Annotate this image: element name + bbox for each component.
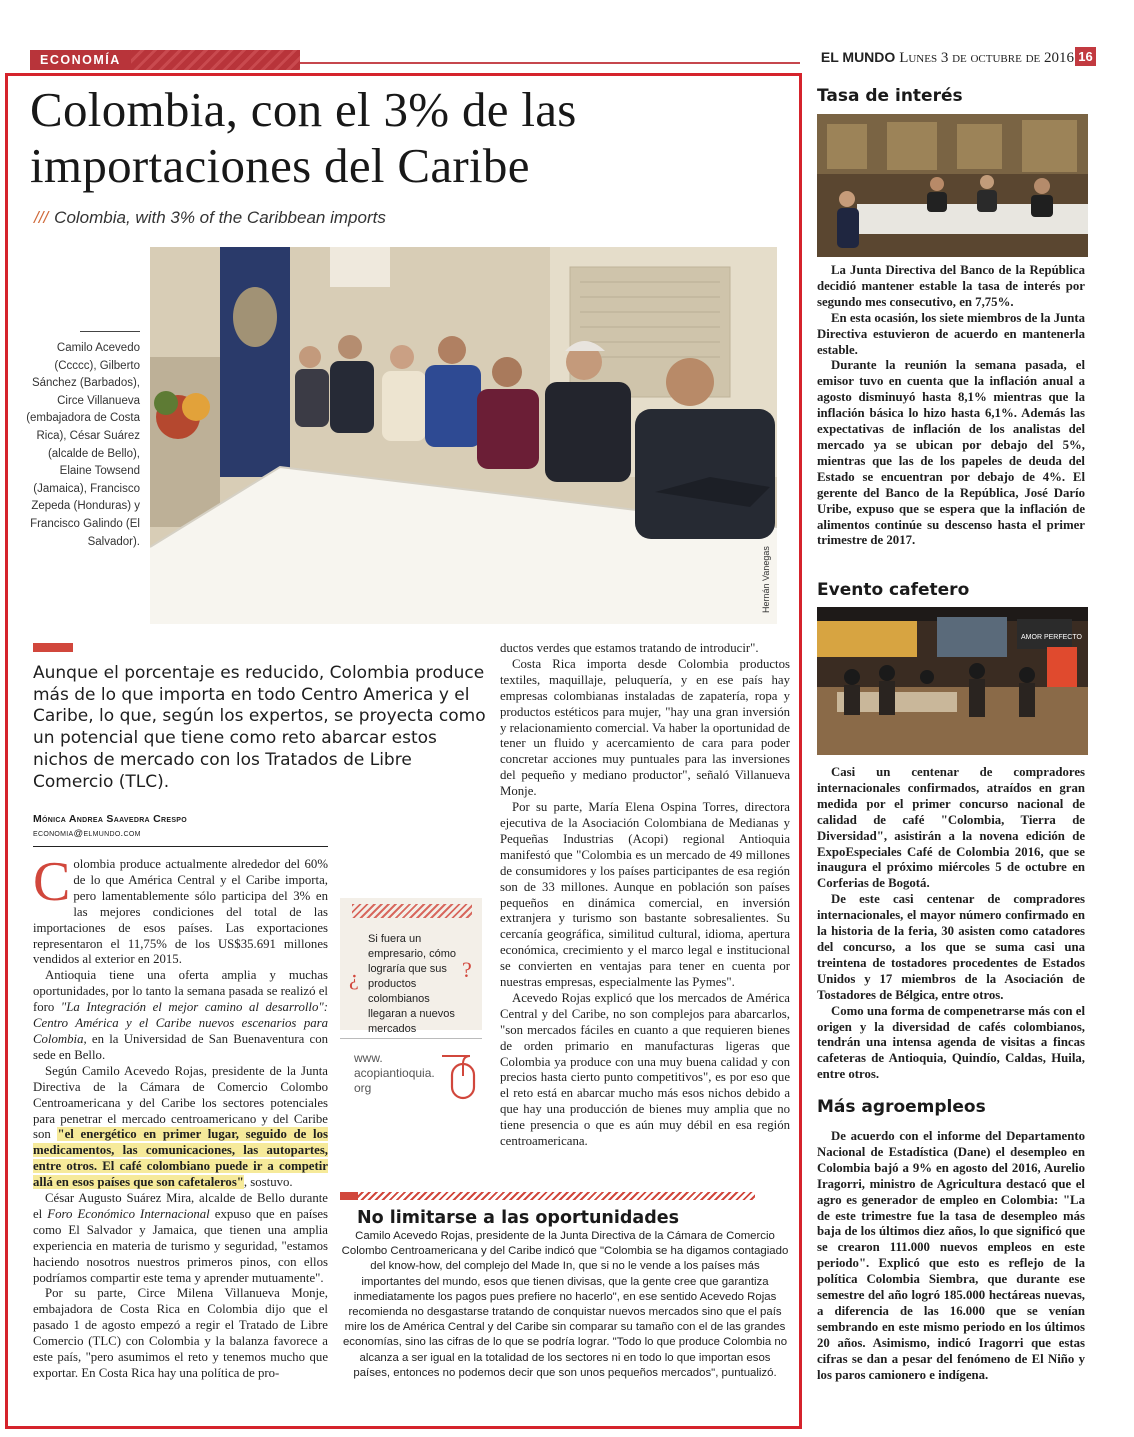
paragraph-text: , sostuvo.	[243, 1175, 293, 1190]
meeting-photo	[150, 247, 777, 624]
sidebar-title-agro-jobs: Más agroempleos	[817, 1097, 986, 1117]
headline-line-1: Colombia, con el 3% de las	[30, 82, 577, 137]
section-tag	[30, 50, 300, 70]
paragraph: ductos verdes que estamos tratando de introducir".	[500, 641, 759, 655]
paragraph: Casi un centenar de compradores internacionales confirmados, atraídos en gran medida por el primer concurso nacional de calidad de café "Colombia, Tierra de Diversidad", asistirán a la novena edición de ExpoEspeciales Café de Colombia 2016, que se inaugura el próximo miércoles 5 de octubre en Corferias de Bogotá.	[817, 765, 1085, 891]
paragraph-text: expuso que en países como El Salvador y Jamaica, que tienen una amplia experiencia en materia de turismo y seguridad, "estamos haciendo nosotros nuestros primeros pinos, con ellos podríamos compartir este tema y aprender mutuamente".	[33, 1206, 328, 1285]
website-line: acopiantioquia.	[354, 1066, 435, 1080]
paragraph: Costa Rica importa desde Colombia productos textiles, maquillaje, peluquería, y en ese país hay empresas colombianas instaladas de zapatería, ropa y productos estéticos para mujer, "hay una gran inversión y relacionamiento comercial. Va haber la oportunidad de tener un fluido y acercamiento de cara para poder concretar acciones muy puntuales para las inversiones del pequeño y mediano productor", señaló Villanueva Monje.	[500, 656, 790, 799]
lede: Aunque el porcentaje es reducido, Colombia produce más de lo que importa en todo Centro America y el Caribe, lo que, según los expertos, se proyecta como un potencial que tiene como reto abarcar estos nichos de mercado con los Tratados de Libre Comercio (TLC).	[33, 663, 486, 792]
callout-stripe	[352, 904, 472, 918]
masthead	[821, 49, 1074, 67]
paragraph-text: olombia produce actualmente alrededor del 60% de lo que América Central y el Caribe importa, pero lamentablemente sólo participa del 3% en las mejores condiciones del total de las importaciones de esos países. Las exportaciones representaron el 11,75% de los US$35.691 millones vendidos al exterior en 2015.	[33, 857, 328, 967]
callout-rule	[340, 1038, 482, 1039]
headline-line-2: importaciones del Caribe	[30, 138, 530, 193]
board-meeting-photo	[817, 114, 1088, 257]
sidebar-agro-jobs-text	[817, 1129, 1085, 1384]
paragraph-text: Según Camilo Acevedo Rojas, presidente de la Junta Directiva de la Cámara de Comercio Colombo Centroamericana y del Caribe los sectores potenciales para penetrar el mercado centroamericano y del Caribe son	[33, 1063, 328, 1142]
paragraph-text: César Augusto Suárez Mira, alcalde de Bello durante el	[33, 1191, 328, 1221]
paragraph: Acevedo Rojas explicó que los mercados de América Central y del Caribe, no son complejos para abarcarlos, "son mercados fáciles en cuanto a que requieren bienes de orden primario en manufacturas ligeras que Colombia ya produce con una muy buena calidad y con precios hasta cierto punto competitivos", es por eso que el reto está en abarcar mucho más esos nichos debido a que hay una producción de bienes muy amplia que no tiene presencia o que es aún muy débil en esa región centroamericana.	[500, 990, 790, 1149]
page-number: 16	[1075, 47, 1096, 66]
sidebar-title-coffee-event: Evento cafetero	[817, 580, 970, 600]
paragraph: Por su parte, Circe Milena Villanueva Monje, embajadora de Costa Rica en Colombia dijo que el pasado 1 de agosto empezó a regir el Tratado de Libre Comercio (TLC) con Colombia y la balanza favorece a este país, "pero asumimos el reto y tenemos mucho que exportar. En Costa Rica hay una política de pro-	[33, 1286, 328, 1380]
coffee-fair-illustration	[817, 607, 1088, 755]
meeting-photo-illustration	[150, 247, 777, 624]
subheadline	[34, 208, 386, 228]
paragraph: De este casi centenar de compradores internacionales, el mayor número confirmado en la historia de la feria, 30 asisten como catadores del concurso, a los que se suma casi una treintena de tostadores procedentes de Estados Unidos y 17 miembros de la Asociación de Tostadores de Bélgica, entre otros.	[817, 892, 1085, 1002]
author-byline: Mónica Andrea Saavedra Crespo	[33, 813, 188, 825]
box-stripe	[340, 1192, 755, 1200]
question-mark-icon: ?	[462, 957, 472, 982]
coffee-fair-photo	[817, 607, 1088, 755]
paragraph: En esta ocasión, los siete miembros de la Junta Directiva estuvieron de acuerdo en mantenerla estable.	[817, 310, 1085, 357]
mouse-icon	[440, 1046, 484, 1106]
question-mark-icon: ¿	[349, 965, 359, 990]
article-column-1	[33, 851, 328, 1382]
paragraph-text: Antioquia tiene una oferta amplia y muchas oportunidades, por lo tanto la semana pasada se realizó el foro	[33, 968, 328, 1015]
paragraph: Como una forma de compenetrarse más con el origen y la diversidad de cafés colombianos, tendrán una intensa agenda de visitas a fincas cafeteras de Antioquia, Quindío, Caldas, Huila, entre otros.	[817, 1003, 1085, 1082]
section-label: ECONOMÍA	[30, 50, 131, 70]
issue-date: Lunes 3 de octubre de 2016	[899, 50, 1074, 66]
website-line: www.	[354, 1051, 383, 1065]
section-rule	[300, 62, 800, 64]
sidebar-interest-rate-text	[817, 263, 1085, 549]
subhead-slashes: ///	[34, 208, 49, 227]
sidebar-coffee-event-text	[817, 765, 1085, 1083]
photo-credit: Hernán Vanegas	[761, 546, 771, 613]
website-link[interactable]	[354, 1051, 435, 1096]
paragraph-text: en la Universidad de San Buenaventura con sede en Bello.	[33, 1031, 328, 1062]
callout-question: Si fuera un empresario, cómo lograría que sus productos colombianos llegaran a nuevos mercados	[368, 933, 457, 1035]
box-body: Camilo Acevedo Rojas, presidente de la Junta Directiva de la Cámara de Comercio Colombo Centroamericana y del Caribe indicó que "Colombia se ha digamos contagiado del know-how, del complejo del Made In, que si no le vende a los países más importantes del mundo, esos que tienen divisas, que la gente cree que garantiza inmediatamente los pagos pues prefiere no hacerlo", en ese sentido Acevedo Rojas recomienda no desgastarse tratando de conquistar nuevos mercados sino que el país mire los de América Central y del Caribe sin comparar su tamaño con el de las grandes economías, sino las cifras de lo que se podría lograr. "Todo lo que produce Colombia no alcanza a ser igual en la totalidad de los sectores ni en todo lo que importan esos países, entonces no podemos decir que son unos pequeños mercados", puntualizó.	[341, 1230, 789, 1379]
forum-name: Foro Económico Internacional	[47, 1206, 210, 1221]
highlighted-quote: "el energético en primer lugar, seguido de los medicamentos, las comunicaciones, las autopartes, entre otros. El café colombiano puede ir a competir allá en esos países que son cafetaleros"	[33, 1127, 328, 1190]
subhead-text: Colombia, with 3% of the Caribbean imports	[54, 208, 386, 227]
paragraph	[33, 1064, 328, 1191]
paper-name: EL MUNDO	[820, 49, 896, 65]
forum-title: "La Integración el mejor camino al desarrollo": Centro América y el Caribe nuevos escenarios para Colombia,	[33, 1000, 328, 1046]
drop-cap: C	[33, 851, 71, 913]
author-email: economia@elmundo.com	[33, 828, 141, 839]
paragraph	[33, 851, 328, 968]
box-title: No limitarse a las oportunidades	[357, 1208, 680, 1228]
article-column-2	[500, 641, 790, 1150]
paragraph: Durante la reunión la semana pasada, el emisor tuvo en cuenta que la inflación anual a agosto disminuyó hasta 8,1% mientras que la inflación básica lo hizo hasta 6,1%. Además las expectativas de inflación de los analistas del mercado ya se ubican por debajo del 5%, mientras que las de los papeles de deuda del Estado se encuentran por debajo de 4%. El gerente del Banco de la República, José Darío Uribe, expuso que se espera que la inflación de alimentos continúe su descenso hasta el primer trimestre de 2017.	[817, 358, 1085, 548]
paragraph: Por su parte, María Elena Ospina Torres, directora ejecutiva de la Asociación Colombiana de Medianas y Pequeñas Industrias (Acopi) regional Antioquia manifestó que "Colombia es un mercado de 49 millones de consumidores y los países participantes de esa región son de 33 millones. Aunque en población son países pequeños en dinámica comercial, en inversión extranjera y turismo son bastante sobresalientes. Su cercanía geográfica, similitud cultural, idioma, apertura económica, crecimiento y el marco legal e institucional se convierten en ventajas para tener en cuenta por nuestras empresas, especialmente las Pymes".	[500, 800, 790, 990]
paragraph	[33, 1191, 328, 1286]
paragraph: La Junta Directiva del Banco de la República decidió mantener estable la tasa de interés por segundo mes consecutivo, en 7,75%.	[817, 263, 1085, 309]
box-marker	[340, 1192, 358, 1200]
byline-rule	[33, 846, 328, 847]
paragraph: De acuerdo con el informe del Departamento Nacional de Estadística (Dane) el desempleo en Colombia bajó a 9% en agosto del 2016, Aurelio Iragorri, ministro de Agricultura destacó que el agro es generador de empleo en Colombia: "La de este trimestre fue la tasa de desempleo más baja de los últimos diez años, lo que significó que se crearon 111.000 nuevos empleos en este periodo". Explicó que esto es reflejo de la política Colombia Siembra, que durante ese semestre del año logró 185.000 hectáreas nuevas, a diferencia de las 16.000 que se venían sembrando en este mismo periodo en los últimos 20 años. Asimismo, indicó Iragorri que estas cifras se dan a pesar del fenómeno de El Niño y los paros camionero e indígena.	[817, 1129, 1085, 1382]
sidebar-title-interest-rate: Tasa de interés	[817, 86, 963, 106]
paragraph	[33, 968, 328, 1063]
board-meeting-illustration	[817, 114, 1088, 257]
photo-caption: Camilo Acevedo (Ccccc), Gilberto Sánchez (Barbados), Circe Villanueva (embajadora de Costa Rica), César Suárez (alcalde de Bello), Elaine Towsend (Jamaica), Francisco Zepeda (Honduras) y Francisco Galindo (El Salvador).	[26, 342, 140, 548]
website-line: org	[354, 1081, 372, 1095]
caption-rule	[80, 331, 140, 332]
lede-marker	[33, 643, 73, 652]
booth-sign: AMOR PERFECTO	[1021, 634, 1082, 641]
headline	[30, 82, 790, 194]
